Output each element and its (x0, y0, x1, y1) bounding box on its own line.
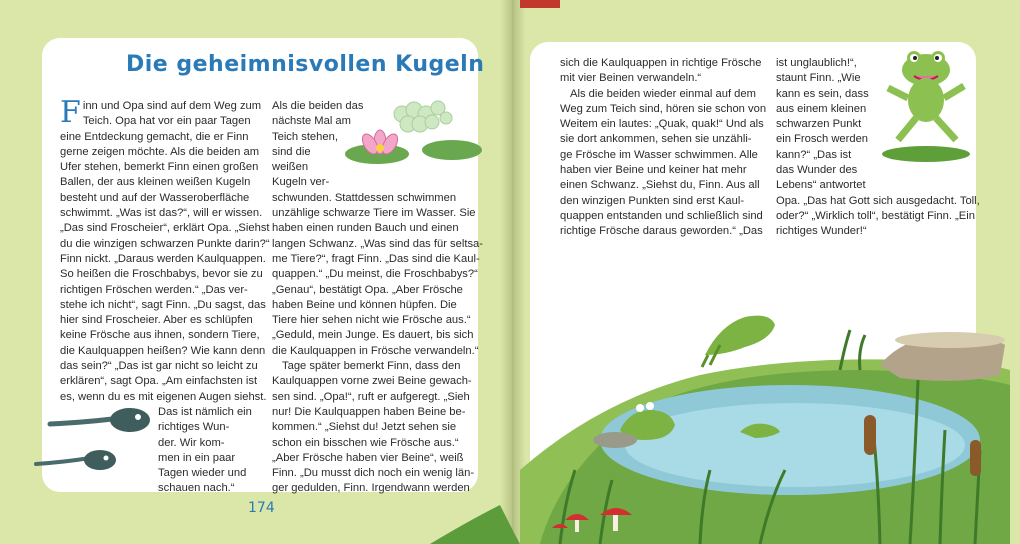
text-line: schwunden. Stattdessen schwimmen (272, 191, 457, 204)
text-line: me Tiere?“, fragt Finn. „Das sind die Kaul- (272, 252, 480, 265)
text-line: Ufer stehen, bemerkt Finn einen großen (60, 161, 259, 174)
drop-cap: F (60, 95, 81, 130)
text-line: Weg zum Teich sind, hören sie schon von (560, 102, 767, 115)
text-line: einen Schwanz. „Siehst du, Finn. Aus all (560, 179, 760, 192)
left-column-1-tail-text (60, 405, 250, 497)
text-line: Weitem ein lautes: „Quak, quak!“ Und als (560, 118, 764, 131)
text-line: Kaulquappen vorne zwei Beine gewach- (272, 375, 472, 388)
text-line: Kugeln ver- (272, 176, 330, 189)
text-line: erklären“, sagt Opa. „Am einfachsten ist (60, 375, 258, 388)
left-column-2-text (272, 99, 483, 497)
text-line: Finn. „Du musst dich noch ein wenig län- (272, 467, 475, 480)
text-line: das sein?“ „Das ist gar nicht so leicht zu (60, 360, 258, 373)
text-line: Tiere hier sehen nicht wie Frösche aus.“ (272, 314, 471, 327)
text-line: gerne zeigen möchte. Als die beiden am (60, 145, 260, 158)
text-line: es, wenn du es mit eigenen Augen siehst. (60, 390, 267, 403)
text-line: nur! Die Kaulquappen haben Beine be- (272, 405, 466, 418)
page-title: Die geheimnisvollen Kugeln (126, 52, 485, 77)
text-line: Finn nickt. „Daraus werden Kaulquappen. (60, 252, 266, 265)
text-line: Als die beiden das (272, 100, 364, 112)
text-line: quappen entstanden und schließlich sind (560, 209, 763, 222)
right-column-2 (776, 56, 980, 240)
text-line: die Kaulquappen heißen? Wie kann denn (60, 344, 266, 357)
text-line: haben Beine und können hüpfen. Die (272, 298, 457, 311)
left-column-1 (60, 95, 270, 497)
right-column-1-text (560, 56, 767, 240)
text-line: nächste Mal am (272, 115, 351, 128)
text-line: du die winzigen schwarzen Punkte darin?“ (60, 237, 270, 250)
text-line: richtiges Wun- (158, 421, 230, 434)
text-line: Teich stehen, (272, 130, 338, 143)
text-line: ist unglaublich!“, (776, 57, 857, 69)
text-line: sen sind. „Opa!“, ruft er aufgeregt. „Sieh (272, 390, 470, 403)
text-line: langen Schwanz. „Was sind das für seltsa- (272, 237, 483, 250)
text-line: kann?“ „Das ist (776, 148, 852, 161)
text-line: aus einem kleinen (776, 102, 867, 115)
text-line: kommen.“ „Siehst du! Jetzt sehen sie (272, 421, 457, 434)
text-line: Als die beiden wieder einmal auf dem (570, 87, 756, 100)
text-line: sich die Kaulquappen in richtige Frösche (560, 57, 762, 69)
text-line: schauen nach.“ (158, 482, 235, 495)
text-line: hier sind Froscheier. Aber es schlüpfen (60, 314, 253, 327)
left-column-1-text (60, 95, 270, 405)
left-column-2 (272, 99, 483, 497)
text-line: Lebens“ antwortet (776, 179, 866, 192)
text-line: besteht und auf der Wasseroberfläche (60, 191, 250, 204)
text-line: Teich. Opa hat vor ein paar Tagen (82, 115, 251, 128)
text-line: den winzigen Punkten sind erst Kaul- (560, 194, 745, 207)
text-line: kann es sein, dass (776, 87, 869, 100)
text-line: Tagen wieder und (158, 467, 247, 480)
text-line: inn und Opa sind auf dem Weg zum (82, 100, 262, 112)
text-line: ein Frosch werden (776, 133, 869, 146)
text-line: „Genau“, bestätigt Opa. „Aber Frösche (272, 283, 463, 296)
text-line: unzählige schwarze Tiere im Wasser. Sie (272, 207, 476, 220)
text-line: staunt Finn. „Wie (776, 72, 861, 85)
text-line: schon ein bisschen wie Frösche aus.“ (272, 436, 459, 449)
text-line: sind die (272, 145, 311, 158)
text-line: So heißen die Froschbabys, bevor sie zu (60, 268, 263, 281)
text-line: eine Entdeckung gemacht, die er Finn (60, 130, 249, 143)
text-line: stehe ich nicht“, sagt Finn. „Du sagst, das (60, 298, 266, 311)
text-line: die Kaulquappen in Frösche verwandeln.“ (272, 344, 479, 357)
text-line: richtigen Fröschen werden.“ „Das ver- (60, 283, 248, 296)
text-line: Ballen, der aus kleinen weißen Kugeln (60, 176, 251, 189)
text-line: keine Frösche aus ihnen, sondern Tiere, (60, 329, 260, 342)
text-line: ger gedulden, Finn. Irgendwann werden (272, 482, 470, 495)
page-number: 174 (248, 500, 275, 516)
text-line: Das ist nämlich ein (158, 405, 252, 418)
text-line: men in ein paar (158, 451, 236, 464)
text-line: oder?“ „Wirklich toll“, bestätigt Finn. „Ein (776, 209, 975, 222)
text-line: quappen.“ „Du meinst, die Froschbabys?“ (272, 268, 478, 281)
text-line: „Aber Frösche haben vier Beine“, weiß (272, 451, 464, 464)
text-line: „Das sind Froscheier“, erklärt Opa. „Siehst (60, 222, 270, 235)
text-line: Tage später bemerkt Finn, dass den (282, 360, 461, 373)
text-line: sie dort ankommen, sehen sie unzähli- (560, 133, 752, 146)
text-line: richtige Frösche daraus geworden.“ „Das (560, 225, 763, 238)
text-line: schwimmt. „Was ist das?“, will er wissen. (60, 207, 263, 220)
text-line: Opa. „Das hat Gott sich ausgedacht. Toll, (776, 194, 980, 207)
text-line: mit vier Beinen verwandeln.“ (560, 72, 702, 85)
text-line: schwarzen Punkt (776, 118, 862, 131)
text-line: haben vier Beine und keiner hat mehr (560, 164, 747, 177)
right-column-2-text (776, 56, 980, 240)
text-line: ge Frösche im Wasser schwimmen. Alle (560, 148, 758, 161)
text-line: haben einen runden Bauch und einen (272, 222, 459, 235)
text-line: der. Wir kom- (158, 436, 225, 449)
text-line: weißen (272, 161, 309, 174)
text-line: „Geduld, mein Junge. Es dauert, bis sich (272, 329, 474, 342)
text-line: richtiges Wunder!“ (776, 225, 867, 238)
right-column-1 (560, 56, 767, 240)
text-line: das Wunder des (776, 164, 858, 177)
